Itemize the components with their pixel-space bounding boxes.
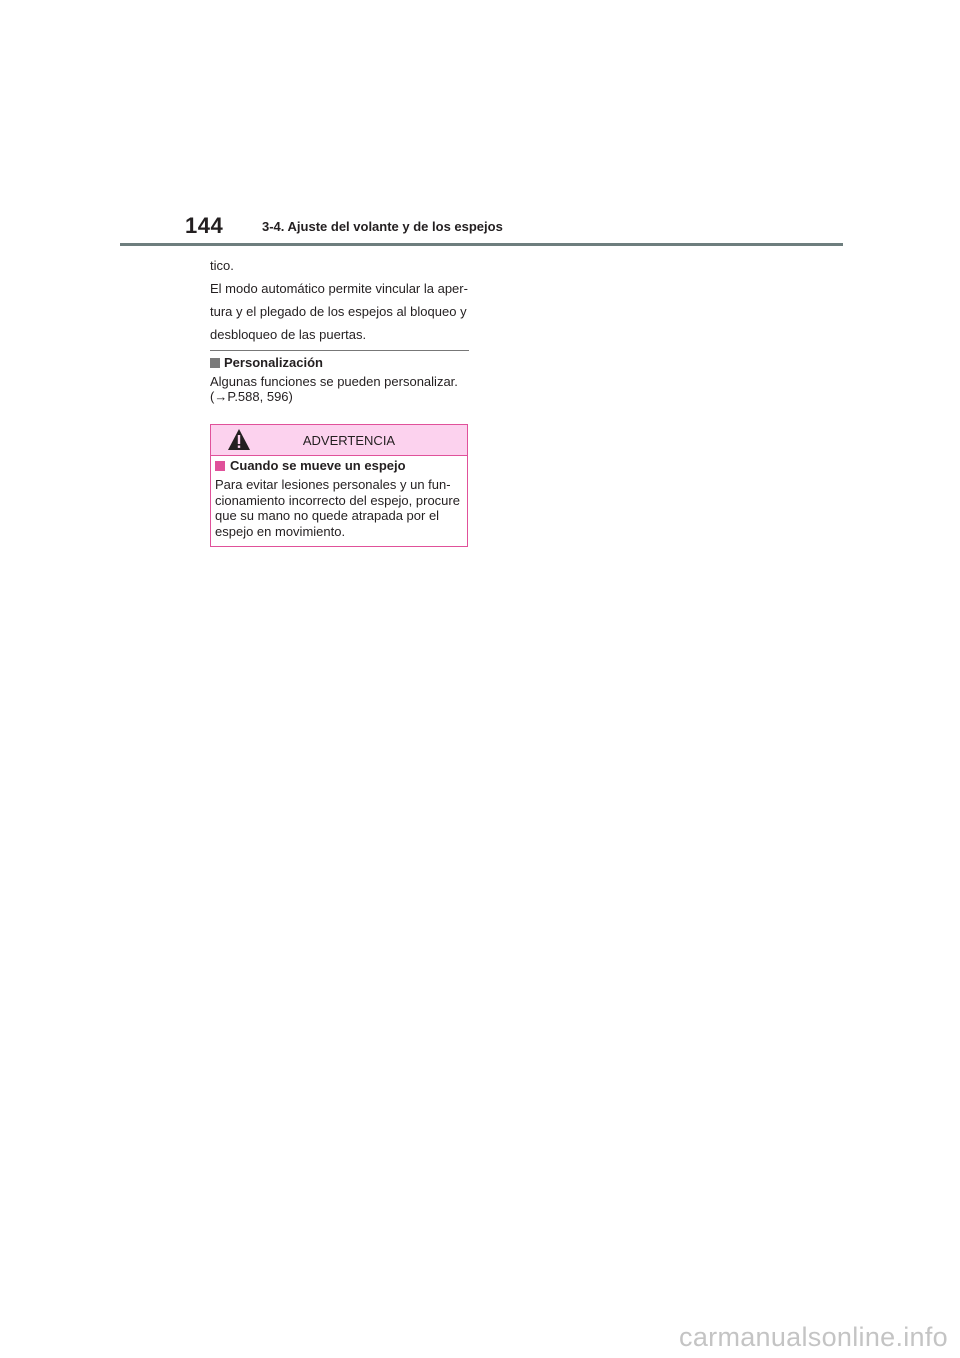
- warning-line: cionamiento incorrecto del espejo, procure: [215, 492, 460, 508]
- customization-text: [210, 374, 458, 404]
- section-divider: [210, 350, 469, 351]
- customization-heading: [210, 355, 323, 370]
- body-line: tura y el plegado de los espejos al bloqueo y: [210, 304, 467, 319]
- square-bullet-icon: [215, 461, 225, 471]
- warning-box: [210, 424, 468, 547]
- page-number: 144: [185, 213, 224, 238]
- warning-text: [215, 477, 460, 539]
- section-title: 3-4. Ajuste del volante y de los espejos: [262, 219, 503, 234]
- warning-line: que su mano no quede atrapada por el: [215, 508, 440, 523]
- customization-reference: (→P.588, 596): [210, 389, 293, 404]
- warning-triangle-icon: [227, 428, 251, 451]
- warning-line: Para evitar lesiones personales y un fun-: [215, 477, 451, 492]
- body-line: El modo automático permite vincular la aper-: [210, 281, 468, 296]
- warning-title: ADVERTENCIA: [302, 432, 396, 448]
- watermark: carmanualsonline.info: [679, 1322, 948, 1352]
- body-text: [210, 254, 468, 346]
- warning-subheading: [215, 458, 406, 473]
- warning-line: espejo en movimiento.: [215, 523, 346, 539]
- header-rule: [120, 243, 843, 246]
- body-line: tico.: [210, 258, 234, 273]
- body-line: desbloqueo de las puertas.: [210, 327, 367, 342]
- customization-heading-text: Personalización: [224, 355, 323, 370]
- square-bullet-icon: [210, 358, 220, 368]
- warning-subheading-text: Cuando se mueve un espejo: [230, 458, 406, 473]
- customization-line: Algunas funciones se pueden personalizar.: [210, 374, 458, 389]
- warning-header: [211, 425, 467, 456]
